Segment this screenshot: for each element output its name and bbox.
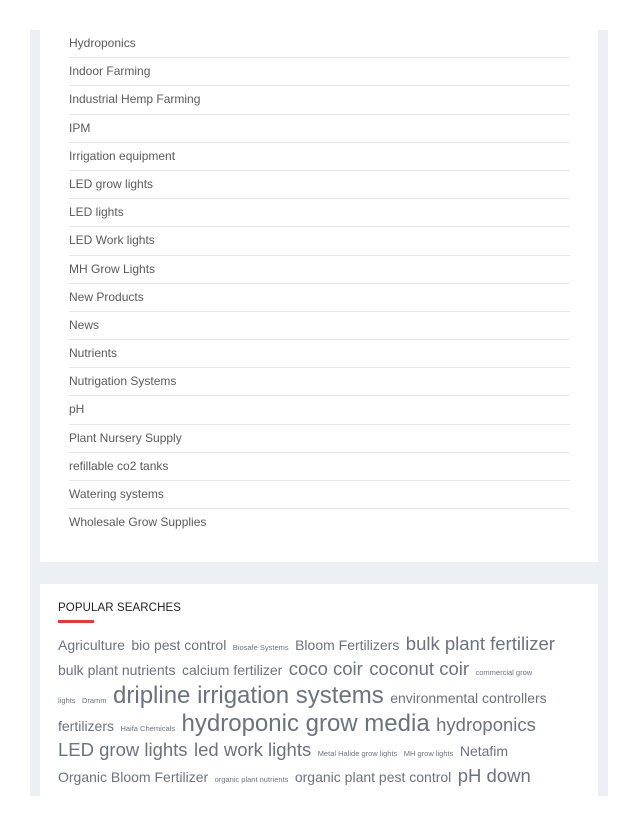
category-link[interactable]: refillable co2 tanks [69, 453, 570, 481]
category-link[interactable]: LED grow lights [69, 171, 570, 199]
tag-cloud-line [58, 711, 580, 737]
category-link[interactable]: LED Work lights [69, 227, 570, 255]
tag-link[interactable]: organic plant nutrients [214, 775, 289, 784]
tag-cloud-line [58, 737, 580, 763]
title-underline [58, 620, 94, 623]
tag-link[interactable]: organic plant pest control [294, 769, 452, 785]
category-link[interactable]: Wholesale Grow Supplies [69, 515, 207, 530]
tag-cloud-line [58, 631, 580, 656]
category-link[interactable]: Watering systems [69, 481, 570, 509]
category-link[interactable]: Industrial Hemp Farming [69, 86, 570, 114]
tag-link[interactable]: lights [58, 696, 76, 705]
category-list [40, 30, 598, 537]
tag-link[interactable]: MH grow lights [403, 749, 454, 758]
tag-link[interactable]: led work lights [194, 739, 312, 760]
tag-cloud-line [58, 656, 580, 681]
tag-link[interactable]: LED grow lights [58, 739, 188, 760]
tag-cloud-line [58, 763, 580, 789]
category-link[interactable]: Plant Nursery Supply [69, 425, 570, 453]
categories-widget [40, 30, 598, 562]
tag-link[interactable]: Metal Halide grow lights [317, 749, 398, 758]
tag-link[interactable]: Agriculture [58, 637, 125, 653]
tag-link[interactable]: hydroponics [436, 714, 536, 735]
tag-link[interactable]: coconut coir [369, 658, 470, 679]
category-link[interactable]: Nutrients [69, 340, 570, 368]
category-link[interactable]: pH [69, 396, 570, 424]
tag-link[interactable]: Dramm [81, 696, 107, 705]
tag-cloud [58, 631, 580, 789]
category-link[interactable]: Hydroponics [69, 30, 570, 58]
category-link[interactable]: LED lights [69, 199, 570, 227]
tag-link[interactable]: Haifa Chemicals [120, 724, 176, 733]
tag-link[interactable]: bulk plant nutrients [58, 662, 176, 678]
tag-link[interactable]: bio pest control [131, 637, 227, 653]
category-link[interactable]: Irrigation equipment [69, 143, 570, 171]
widget-title: POPULAR SEARCHES [58, 602, 182, 614]
popular-searches-widget [40, 584, 598, 796]
category-link[interactable]: IPM [69, 115, 570, 143]
category-link[interactable]: New Products [69, 284, 570, 312]
tag-link[interactable]: commercial grow [475, 668, 533, 677]
tag-link[interactable]: environmental controllers [390, 690, 547, 706]
tag-link[interactable]: bulk plant fertilizer [405, 633, 555, 654]
sidebar-widgets [30, 30, 608, 796]
category-link[interactable]: MH Grow Lights [69, 256, 570, 284]
tag-link[interactable]: fertilizers [58, 718, 115, 734]
tag-cloud-line [58, 681, 580, 711]
tag-link[interactable]: Netafim [459, 743, 509, 759]
tag-link[interactable]: dripline irrigation systems [113, 682, 384, 709]
category-link[interactable]: Nutrigation Systems [69, 368, 570, 396]
tag-link[interactable]: Organic Bloom Fertilizer [58, 769, 209, 785]
tag-link[interactable]: coco coir [288, 658, 363, 679]
tag-link[interactable]: Bloom Fertilizers [295, 637, 400, 653]
category-link[interactable]: Indoor Farming [69, 58, 570, 86]
category-link[interactable]: News [69, 312, 570, 340]
tag-link[interactable]: calcium fertilizer [181, 662, 283, 678]
tag-link[interactable]: pH down [457, 765, 531, 786]
tag-link[interactable]: hydroponic grow media [181, 711, 430, 737]
tag-link[interactable]: Biosafe Systems [232, 643, 289, 652]
